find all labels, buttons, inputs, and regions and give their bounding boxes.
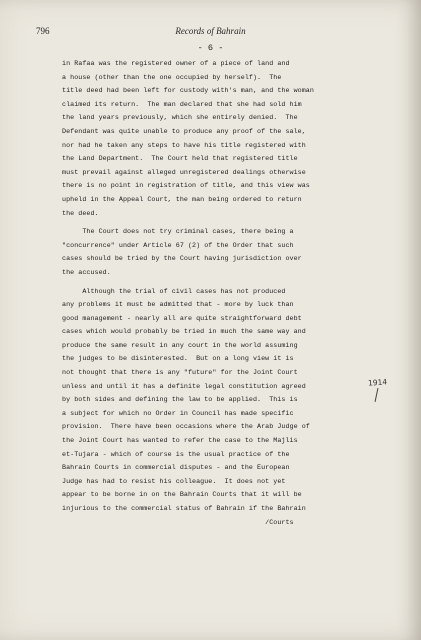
- text-line: et-Tujara - which of course is the usual practice of the: [62, 450, 290, 459]
- text-line: provision. There have been occasions where the Arab Judge of: [62, 423, 310, 432]
- running-header: [0, 26, 421, 40]
- paragraph: [62, 58, 392, 221]
- text-line: claimed its return. The man declared that she had sold him: [62, 100, 302, 109]
- typed-page-number: - 6 -: [197, 43, 224, 53]
- text-line: nor had he taken any steps to have his title registered with: [62, 141, 306, 150]
- text-line: in Rafaa was the registered owner of a piece of land and: [62, 60, 290, 68]
- text-line: upheld in the Appeal Court, the man being ordered to return: [62, 195, 302, 204]
- text-line: appear to be borne in on the Bahrain Courts that it will be: [62, 491, 302, 500]
- text-line: a house (other than the one occupied by herself). The: [62, 73, 282, 82]
- text-line: a subject for which no Order in Council has made specific: [62, 409, 294, 418]
- text-line: must prevail against alleged unregistered dealings otherwise: [62, 168, 306, 177]
- text-line: "concurrence" under Article 67 (2) of the Order that such: [62, 241, 294, 250]
- text-line: title deed had been left for custody with's man, and the woman: [62, 87, 314, 96]
- header-page-number: 796: [36, 26, 50, 36]
- typescript-body: [62, 58, 392, 530]
- text-line: any problems it must be admitted that - more by luck than: [62, 301, 294, 310]
- text-line: there is no point in registration of title, and this view was: [62, 182, 310, 191]
- text-line: the Land Department. The Court held that registered title: [62, 155, 298, 164]
- text-line: /Courts: [62, 518, 294, 527]
- text-line: Bahrain Courts in commercial disputes - and the European: [62, 464, 290, 473]
- text-line: the deed.: [62, 209, 99, 218]
- text-line: injurious to the commercial status of Bahrain if the Bahrain: [62, 505, 306, 513]
- text-line: cases should be tried by the Court having jurisdiction over: [62, 255, 302, 264]
- text-line: the Joint Court has wanted to refer the case to the Majlis: [62, 437, 298, 446]
- text-line: The Court does not try criminal cases, there being a: [62, 228, 294, 237]
- text-line: Defendant was quite unable to produce any proof of the sale,: [62, 127, 306, 136]
- text-line: Judge has had to resist his colleague. It does not yet: [62, 477, 286, 486]
- text-line: good management - nearly all are quite straightforward debt: [62, 314, 302, 323]
- text-line: not thought that there is any "future" for the Joint Court: [62, 369, 298, 378]
- text-line: Although the trial of civil cases has not produced: [62, 287, 286, 296]
- running-title: Records of Bahrain: [175, 26, 246, 36]
- text-line: the accused.: [62, 268, 111, 277]
- text-line: cases which would probably be tried in much the same way and: [62, 328, 306, 337]
- text-line: unless and until it has a definite legal constitution agreed: [62, 382, 306, 391]
- text-line: the judges to be disinterested. But on a long view it is: [62, 355, 294, 364]
- paragraph: [62, 226, 392, 280]
- paragraph: [62, 286, 392, 531]
- text-line: the land years previously, which she entirely denied. The: [62, 114, 298, 123]
- margin-annotation: 1914: [367, 377, 388, 388]
- text-line: by both sides and defining the law to be applied. This is: [62, 396, 298, 405]
- text-line: produce the same result in any court in the world assuming: [62, 341, 298, 350]
